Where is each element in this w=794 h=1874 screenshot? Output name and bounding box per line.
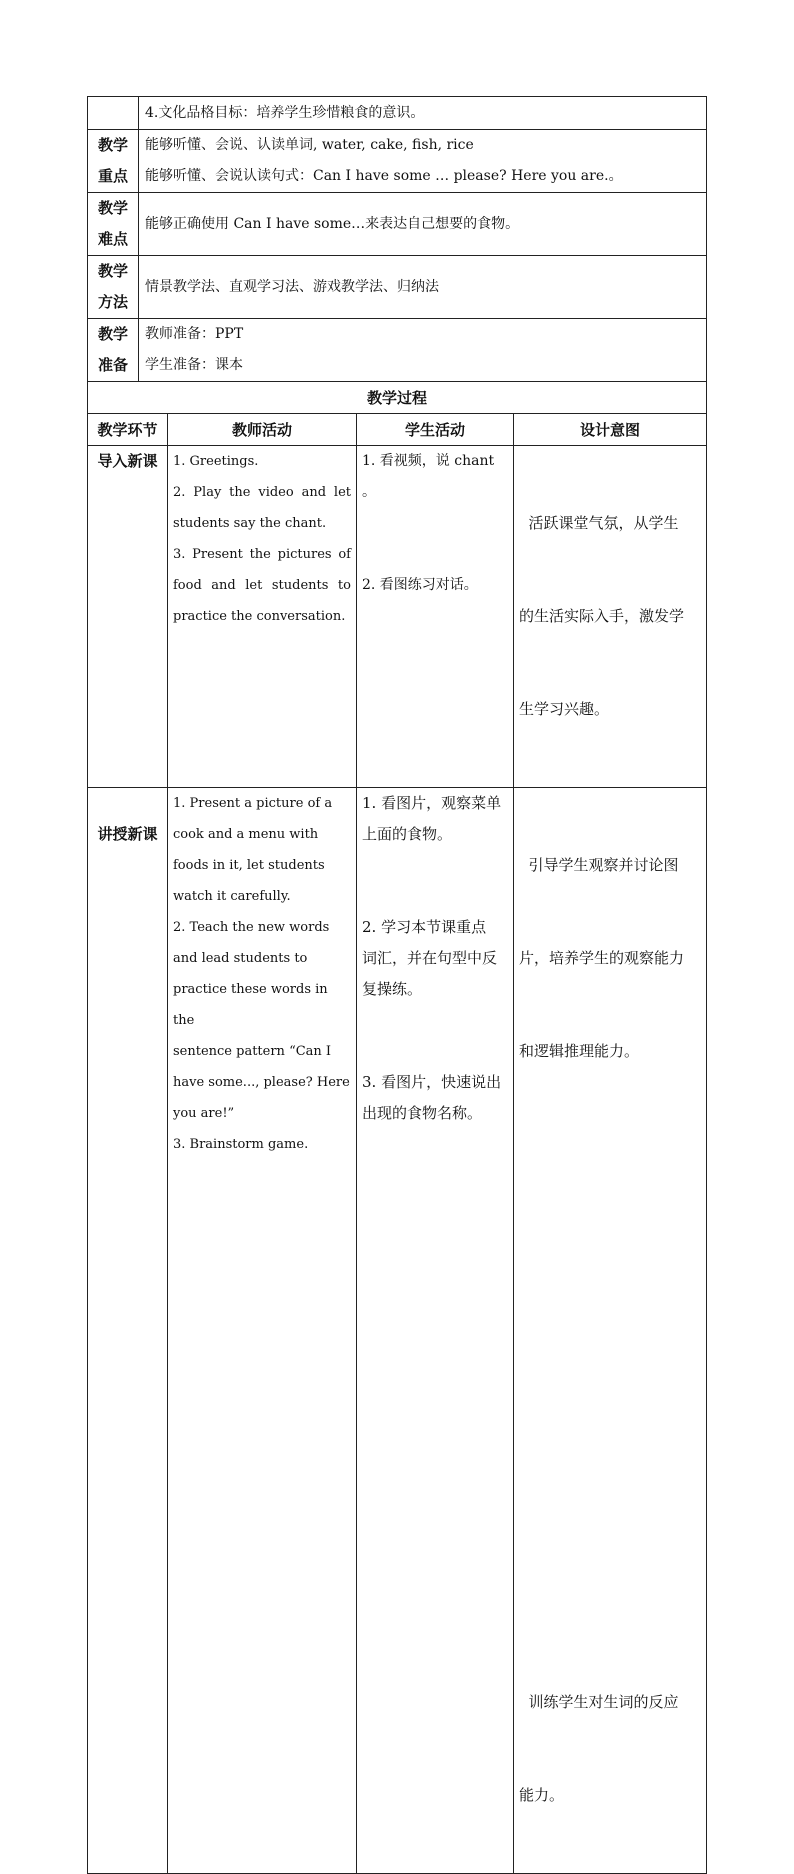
key-points-row: [88, 130, 707, 193]
preparation-label: 教学 准备: [88, 319, 139, 382]
stage-new-lesson: 讲授新课: [88, 788, 168, 1874]
student-activity-intro: 1. 看视频，说 chant 。 2. 看图练习对话。: [357, 446, 514, 788]
difficulties-label: 教学 难点: [88, 193, 139, 256]
goal4-row: [88, 97, 707, 130]
lesson-plan-page: [87, 96, 706, 1874]
key-points-content: [139, 130, 707, 193]
process-header-row: [88, 414, 707, 446]
lesson-info-table: [87, 96, 707, 382]
preparation-row: [88, 319, 707, 382]
preparation-content: [139, 319, 707, 382]
methods-label: 教学 方法: [88, 256, 139, 319]
design-intent-new-lesson: 引导学生观察并讨论图 片，培养学生的观察能力 和逻辑推理能力。 训练学生对生词的反应 能力。: [514, 788, 707, 1874]
process-title-row: [88, 382, 707, 414]
header-intent: 设计意图: [514, 414, 707, 446]
difficulties-text: 能够正确使用 Can I have some…来表达自己想要的食物。: [139, 193, 707, 256]
header-teacher: 教师活动: [168, 414, 357, 446]
teacher-activity-intro: 1. Greetings. 2. Play the video and let students say the chant. 3. Present the pictures of food and let students to practice the conversation.: [168, 446, 357, 788]
difficulties-row: [88, 193, 707, 256]
teacher-activity-new-lesson: 1. Present a picture of a cook and a menu with foods in it, let students watch it carefully. 2. Teach the new words and lead students to practice these words in the sentence pattern “Can I have some..., please? Here you are!” 3. Brainstorm game.: [168, 788, 357, 1874]
process-row-new-lesson: [88, 788, 707, 1874]
key-points-line1: 能够听懂、会说、认读单词, water, cake, fish, rice: [145, 137, 474, 153]
key-points-label: 教学 重点: [88, 130, 139, 193]
teaching-process-table: [87, 381, 707, 1874]
preparation-student: 学生准备：课本: [145, 357, 243, 373]
methods-text: 情景教学法、直观学习法、游戏教学法、归纳法: [139, 256, 707, 319]
preparation-teacher: 教师准备：PPT: [145, 326, 244, 342]
process-row-intro: [88, 446, 707, 788]
goal4-text: 4.文化品格目标：培养学生珍惜粮食的意识。: [139, 97, 707, 130]
header-student: 学生活动: [357, 414, 514, 446]
student-activity-new-lesson: 1. 看图片，观察菜单 上面的食物。 2. 学习本节课重点 词汇，并在句型中反 复操练。 3. 看图片，快速说出 出现的食物名称。: [357, 788, 514, 1874]
process-title: 教学过程: [88, 382, 707, 414]
header-stage: 教学环节: [88, 414, 168, 446]
stage-intro: 导入新课: [88, 446, 168, 788]
key-points-line2: 能够听懂、会说认读句式：Can I have some … please? Here you are.。: [145, 168, 623, 184]
design-intent-intro: 活跃课堂气氛，从学生 的生活实际入手，激发学 生学习兴趣。: [514, 446, 707, 788]
methods-row: [88, 256, 707, 319]
